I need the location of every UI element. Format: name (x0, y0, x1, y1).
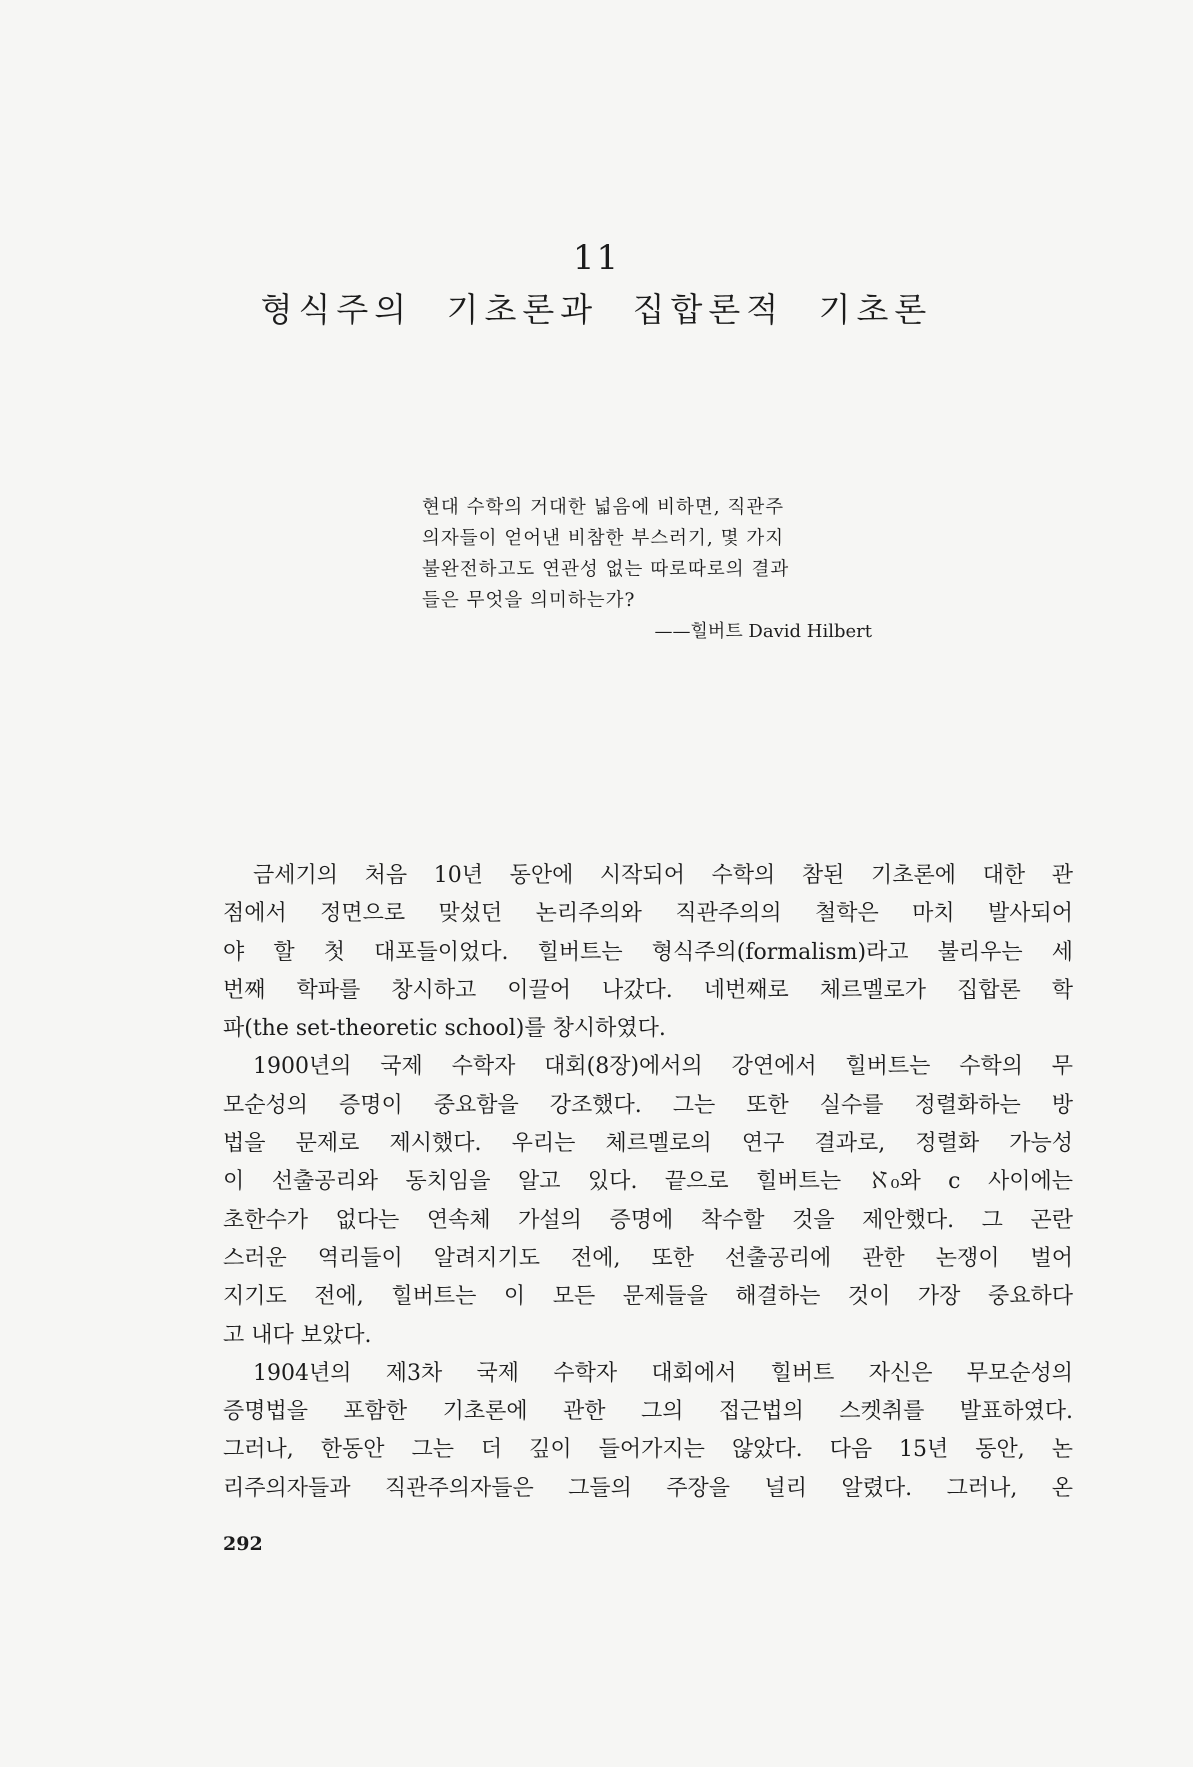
text-line: 1904년의 제3차 국제 수학자 대회에서 힐버트 자신은 무모순성의 (253, 1360, 1073, 1386)
text-line: 그러나, 한동안 그는 더 깊이 들어가지는 않았다. 다음 15년 동안, 논 (223, 1437, 1073, 1463)
epigraph (422, 492, 882, 647)
text-line: 이 선출공리와 동치임을 알고 있다. 끝으로 힐버트는 ℵ₀와 c 사이에는 (223, 1169, 1073, 1195)
epigraph-line: 들은 무엇을 의미하는가? (422, 590, 636, 611)
text-line: 모순성의 증명이 중요함을 강조했다. 그는 또한 실수를 정렬화하는 방 (223, 1092, 1073, 1118)
body-text (223, 857, 1073, 1508)
text-line: 야 할 첫 대포들이었다. 힐버트는 형식주의(formalism)라고 불리우는 세 (223, 939, 1073, 965)
chapter-number: 11 (572, 238, 621, 278)
chapter-title: 형식주의 기초론과 집합론적 기초론 (260, 290, 933, 329)
text-line: 리주의자들과 직관주의자들은 그들의 주장을 널리 알렸다. 그러나, 온 (223, 1475, 1073, 1501)
page-number: 292 (223, 1533, 263, 1555)
text-line: 점에서 정면으로 맞섰던 논리주의와 직관주의의 철학은 마치 발사되어 (223, 901, 1073, 927)
epigraph-line: 현대 수학의 거대한 넓음에 비하면, 직관주 (422, 497, 785, 518)
text-line: 번째 학파를 창시하고 이끌어 나갔다. 네번째로 체르멜로가 집합론 학 (223, 977, 1073, 1003)
text-line: 스러운 역리들이 알려지기도 전에, 또한 선출공리에 관한 논쟁이 벌어 (223, 1245, 1073, 1271)
text-line: 증명법을 포함한 기초론에 관한 그의 접근법의 스켓취를 발표하였다. (223, 1399, 1073, 1425)
epigraph-line: 불완전하고도 연관성 없는 따로따로의 결과 (422, 559, 790, 580)
epigraph-attribution: ——힐버트 David Hilbert (654, 621, 872, 642)
text-line: 파(the set-theoretic school)를 창시하였다. (223, 1016, 666, 1042)
text-line: 1900년의 국제 수학자 대회(8장)에서의 강연에서 힐버트는 수학의 무 (253, 1054, 1073, 1080)
text-line: 금세기의 처음 10년 동안에 시작되어 수학의 참된 기초론에 대한 관 (253, 863, 1073, 888)
text-line: 초한수가 없다는 연속체 가설의 증명에 착수할 것을 제안했다. 그 곤란 (223, 1207, 1073, 1233)
text-line: 지기도 전에, 힐버트는 이 모든 문제들을 해결하는 것이 가장 중요하다 (223, 1284, 1073, 1310)
text-line: 법을 문제로 제시했다. 우리는 체르멜로의 연구 결과로, 정렬화 가능성 (223, 1131, 1073, 1157)
epigraph-line: 의자들이 얻어낸 비참한 부스러기, 몇 가지 (422, 528, 785, 549)
text-line: 고 내다 보았다. (223, 1322, 372, 1348)
